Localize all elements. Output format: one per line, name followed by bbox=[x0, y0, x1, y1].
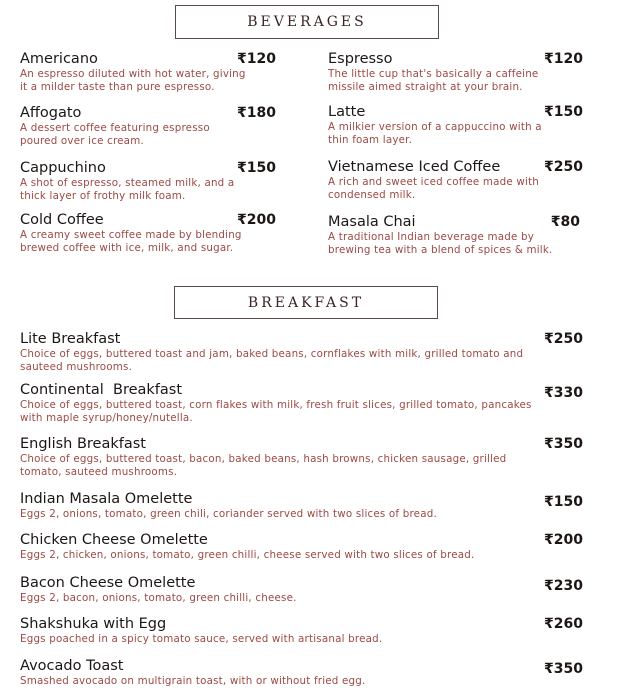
item-name: Lite Breakfast bbox=[20, 331, 121, 347]
item-price: ₹250 bbox=[544, 159, 583, 175]
item-price: ₹200 bbox=[237, 212, 276, 228]
item-name: Shakshuka with Egg bbox=[20, 616, 167, 632]
item-price: ₹250 bbox=[544, 331, 583, 347]
item-price: ₹150 bbox=[237, 160, 276, 176]
item-description: The little cup that's basically a caffeine missile aimed straight at your brain. bbox=[328, 68, 539, 93]
item-description: Eggs poached in a spicy tomato sauce, served with artisanal bread. bbox=[20, 633, 383, 645]
item-name: Continental Breakfast bbox=[20, 382, 183, 398]
beverages-heading: BEVERAGES bbox=[175, 5, 439, 39]
item-price: ₹120 bbox=[544, 51, 583, 67]
item-name: Indian Masala Omelette bbox=[20, 491, 193, 507]
item-price: ₹80 bbox=[550, 214, 580, 230]
item-description: A traditional Indian beverage made by brewing tea with a blend of spices & milk. bbox=[328, 231, 553, 256]
item-price: ₹180 bbox=[237, 105, 276, 121]
item-price: ₹150 bbox=[544, 494, 583, 510]
item-name: Espresso bbox=[328, 51, 393, 67]
item-price: ₹260 bbox=[544, 616, 583, 632]
item-description: A rich and sweet iced coffee made with condensed milk. bbox=[328, 176, 540, 201]
item-name: Affogato bbox=[20, 105, 82, 121]
item-name: Americano bbox=[20, 51, 98, 67]
item-description: Eggs 2, onions, tomato, green chili, coriander served with two slices of bread. bbox=[20, 508, 437, 520]
item-name: Chicken Cheese Omelette bbox=[20, 532, 208, 548]
item-price: ₹200 bbox=[544, 532, 583, 548]
item-description: A milkier version of a cappuccino with a thin foam layer. bbox=[328, 121, 542, 146]
item-price: ₹120 bbox=[237, 51, 276, 67]
item-description: A creamy sweet coffee made by blending brewed coffee with ice, milk, and sugar. bbox=[20, 229, 242, 254]
item-name: Avocado Toast bbox=[20, 658, 124, 674]
item-name: Vietnamese Iced Coffee bbox=[328, 159, 501, 175]
item-description: Choice of eggs, buttered toast and jam, baked beans, cornflakes with milk, grilled tomato and sauteed mushrooms. bbox=[20, 348, 524, 373]
item-price: ₹330 bbox=[544, 385, 583, 401]
item-description: Eggs 2, bacon, onions, tomato, green chilli, cheese. bbox=[20, 592, 297, 604]
item-name: English Breakfast bbox=[20, 436, 146, 452]
breakfast-heading: BREAKFAST bbox=[174, 286, 438, 319]
item-price: ₹350 bbox=[544, 436, 583, 452]
item-description: Smashed avocado on multigrain toast, with or without fried egg. bbox=[20, 675, 366, 687]
item-name: Bacon Cheese Omelette bbox=[20, 575, 196, 591]
item-name: Cappuchino bbox=[20, 160, 106, 176]
item-description: Choice of eggs, buttered toast, bacon, baked beans, hash browns, chicken sausage, grilled tomato, sauteed mushrooms. bbox=[20, 453, 507, 478]
item-description: Choice of eggs, buttered toast, corn flakes with milk, fresh fruit slices, grilled tomato, pancakes with maple syrup/honey/nutella. bbox=[20, 399, 532, 424]
item-description: Eggs 2, chicken, onions, tomato, green chilli, cheese served with two slices of bread. bbox=[20, 549, 475, 561]
item-description: A dessert coffee featuring espresso poured over ice cream. bbox=[20, 122, 210, 147]
item-name: Latte bbox=[328, 104, 366, 120]
item-description: An espresso diluted with hot water, giving it a milder taste than pure espresso. bbox=[20, 68, 246, 93]
item-name: Cold Coffee bbox=[20, 212, 104, 228]
item-price: ₹150 bbox=[544, 104, 583, 120]
item-name: Masala Chai bbox=[328, 214, 416, 230]
item-price: ₹350 bbox=[544, 661, 583, 677]
item-description: A shot of espresso, steamed milk, and a thick layer of frothy milk foam. bbox=[20, 177, 235, 202]
item-price: ₹230 bbox=[544, 578, 583, 594]
